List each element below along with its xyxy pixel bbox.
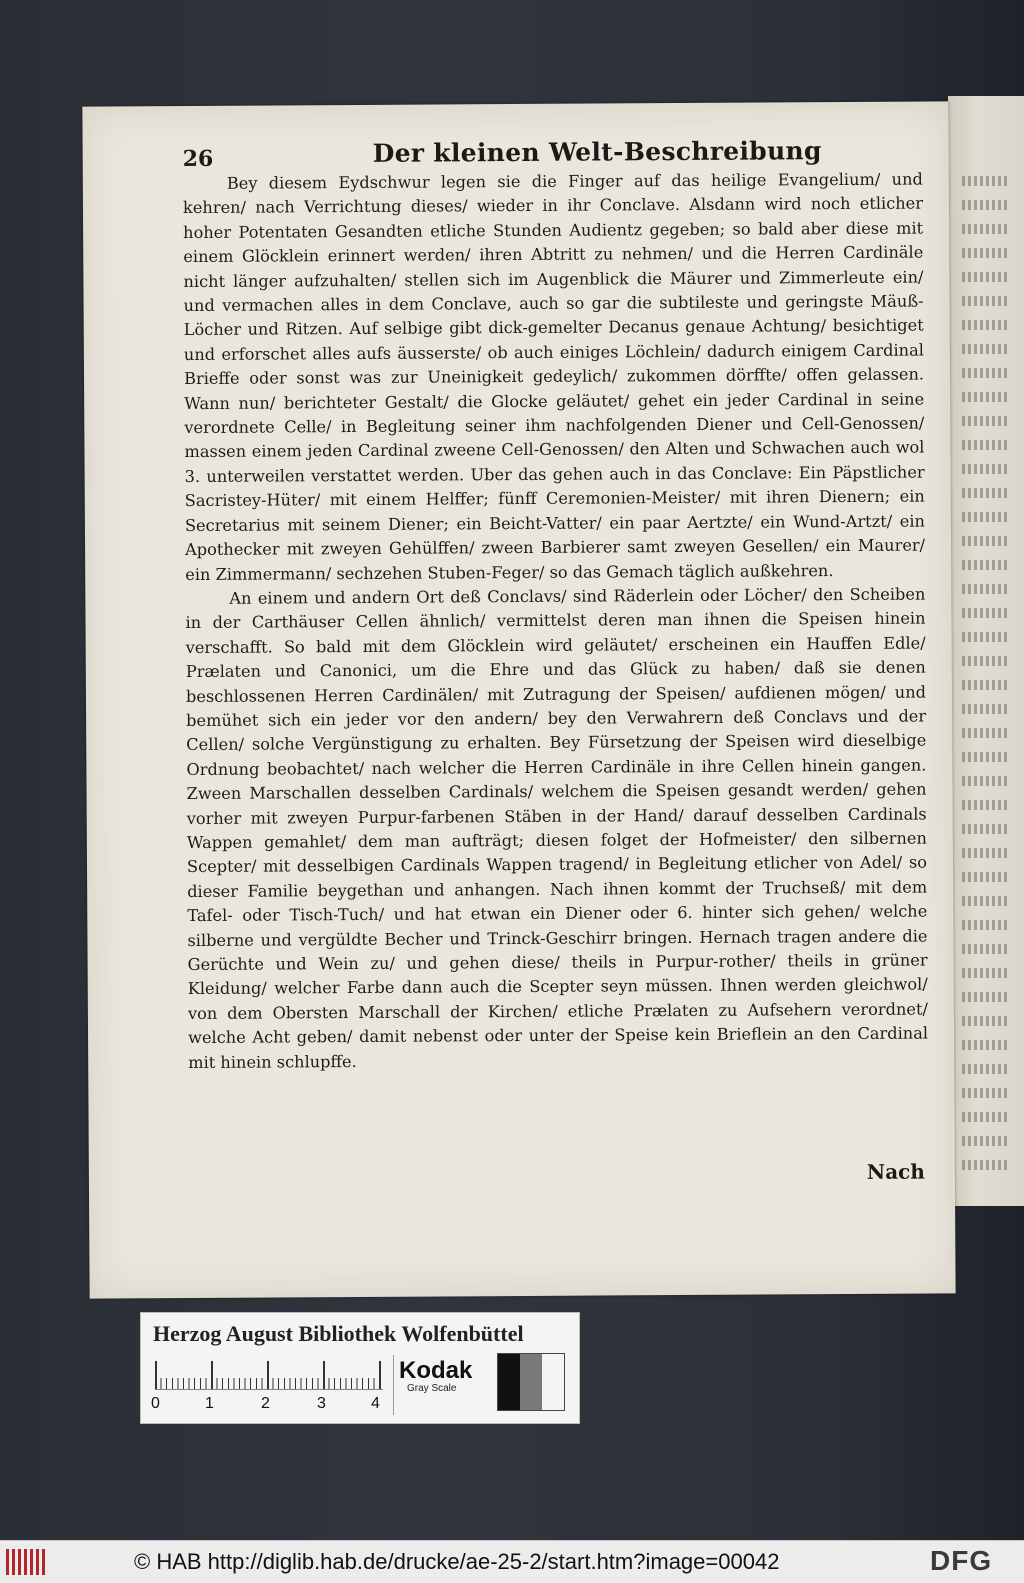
- ruler-number: 3: [317, 1395, 326, 1412]
- dfg-logo: DFG: [930, 1545, 993, 1576]
- hab-logo-icon: [6, 1549, 46, 1575]
- running-title: Der kleinen Welt-Beschreibung: [372, 136, 822, 168]
- paragraph: An einem und andern Ort deß Conclavs/ sind Räderlein oder Löcher/ den Scheiben in der Carthäuser Cellen ähnlich/ vermittelst deren man ihnen die Speisen hinein verschafft. So bald mit dem Glöcklein wird geläutet/ erscheinen ein Hauffen Edle/ Prælaten und Canonici, um die Ehre und das Glück zu haben/ daß sie denen beschlossenen Herren Cardinälen/ mit Zutragung der Speisen/ aufdienen mögen/ und bemühet sich ein jeder vor den andern/ bey den Verwahrern deß Conclavs und der Cellen/ solche Vergünstigung zu erhalten. Bey Fürsetzung der Speisen wird dieselbige Ordnung beobachtet/ nach welcher die Herren Cardinäle in ihre Cellen hinein gangen. Zween Marschallen desselben Cardinals/ welchem die Speisen gesandt werden/ gehen vorher mit zweyen Purpur-farbenen Stäben in der Hand/ darauf desselben Cardinals Wappen gemahlet/ dem man aufträgt; diesen folget der Hofmeister/ den silbernen Scepter/ mit desselbigen Cardinals Wappen tragend/ in Begleitung etlicher von Adel/ so dieser Familie beygethan und anhangen. Nach ihnen kommt der Truchseß/ mit dem Tafel- oder Tisch-Tuch/ und hat etwan ein Diener oder 6. hinter sich gehen/ welche silberne und vergüldte Becher und Trinck-Geschirr bringen. Hernach tragen andere die Gerüchte und Wein zu/ und gehen diese/ theils in Purpur-rother/ theils in grüner Kleidung/ welcher Farbe dann auch die Scepter seyn müssen. Ihnen werden gleichwol/ von dem Obersten Marschall der Kirchen/ etliche Prælaten zu Aufsehern verordnet/ welche Acht geben/ damit nebenst oder unter der Speise kein Brieflein an den Cardinal mit hinein schlupffe.: [185, 584, 929, 1072]
- page-number: 26: [182, 145, 214, 173]
- card-divider: [393, 1355, 394, 1415]
- ruler-major-tick: [267, 1361, 269, 1389]
- color-calibration-card: [140, 1312, 580, 1424]
- catchword: Nach: [866, 1159, 925, 1184]
- ruler-major-tick: [323, 1361, 325, 1389]
- gray-patch-black: [498, 1354, 520, 1410]
- ruler-major-tick: [155, 1361, 157, 1389]
- gray-patch-white: [542, 1354, 564, 1410]
- body-text: [183, 168, 929, 1076]
- paragraph: Bey diesem Eydschwur legen sie die Finger auf das heilige Evangelium/ und kehren/ nach Verrichtung dieses/ wieder in ihr Conclave. Alsdann wird noch etlicher hoher Potentaten Gesandten etliche Stunden Audientz gegeben; so bald aber diese mit einem Glöcklein erinnert werden/ ihren Abtritt zu nehmen/ und die Herren Cardinäle nicht länger aufzuhalten/ stellen sich im Augenblick die Mäurer und Zimmerleute ein/ und vermachen alles in dem Conclave, auch so gar die subtileste und geringste Mäuß-Löcher und Ritzen. Auf selbige gibt dick-gemelter Decanus genaue Achtung/ besichtiget und erforschet alles aufs äusserste/ ob auch einiges Löchlein/ dadurch einigem Cardinal Brieffe oder sonst was zur Uneinigkeit gedeylich/ zukommen dörffte/ offen gelassen. Wann nun/ berichteter Gestalt/ die Glocke geläutet/ gehet ein jeder Cardinal in seine verordnete Celle/ in Begleitung seiner ihm nachfolgenden Diener und Cell-Genossen/ massen einem jeden Cardinal zweene Cell-Genossen/ den Alten und Schwachen auch wol 3. unterweilen verstattet werden. Uber das gehen auch in das Conclave: Ein Päpstlicher Sacristey-Hüter/ mit einem Helffer; fünff Ceremonien-Meister/ mit ihren Dienern; ein Secretarius mit seinem Diener; ein Beicht-Vatter/ ein paar Aertzte/ ein Wund-Artzt/ ein Apothecker mit zweyen Gehülffen/ zween Barbierer samt zweyen Gesellen/ ein Maurer/ ein Zimmermann/ sechzehen Stuben-Feger/ so das Gemach täglich außkehren.: [182, 169, 926, 584]
- ruler-major-tick: [211, 1361, 213, 1389]
- book-page: [82, 101, 955, 1298]
- ruler-number: 0: [151, 1395, 160, 1412]
- ruler-number: 2: [261, 1395, 270, 1412]
- copyright-url-link[interactable]: © HAB http://diglib.hab.de/drucke/ae-25-2/start.htm?image=00042: [134, 1549, 780, 1574]
- adjacent-page-edge: [948, 96, 1024, 1206]
- gray-patches: [497, 1353, 565, 1411]
- kodak-logo: Kodak: [399, 1357, 473, 1384]
- gray-patch-mid: [520, 1354, 542, 1410]
- footer-bar: [0, 1540, 1024, 1583]
- grayscale-label: Gray Scale: [407, 1383, 457, 1394]
- ruler-major-tick: [379, 1361, 381, 1389]
- institution-name: Herzog August Bibliothek Wolfenbüttel: [153, 1321, 524, 1346]
- ruler-scale: [155, 1361, 383, 1390]
- ruler-number: 4: [371, 1395, 380, 1412]
- ruler-number: 1: [205, 1395, 214, 1412]
